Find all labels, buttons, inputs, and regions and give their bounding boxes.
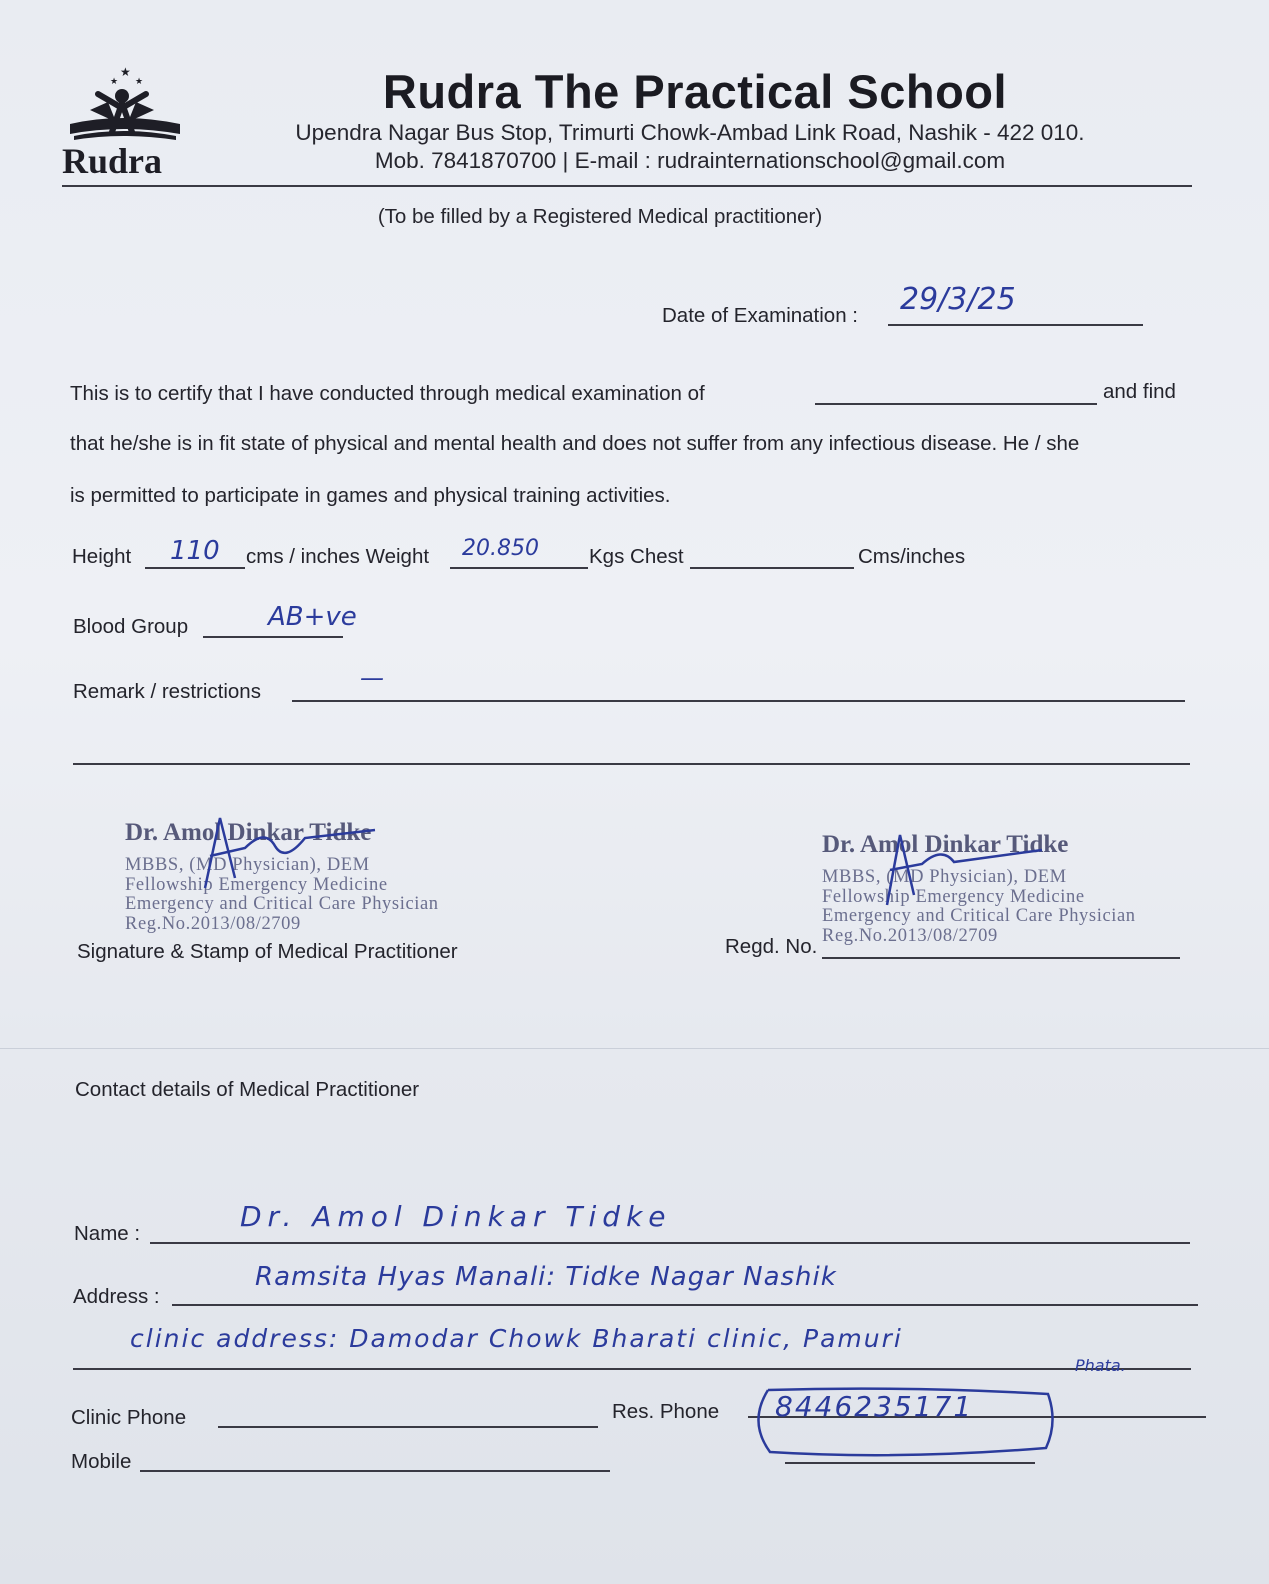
- school-contact: Mob. 7841870700 | E-mail : rudrainternationschool@gmail.com: [374, 148, 1006, 173]
- remark-underline-2[interactable]: [73, 763, 1190, 765]
- cert-line-2: that he/she is in fit state of physical and mental health and does not suffer from any infectious disease. He / she: [70, 432, 1080, 455]
- cert-line-1: This is to certify that I have conducted through medical examination of: [70, 382, 705, 405]
- left-stamp-line-1: MBBS, (MD Physician), DEM: [125, 855, 370, 876]
- remark-label: Remark / restrictions: [73, 680, 261, 703]
- chest-unit: Cms/inches: [858, 545, 966, 568]
- right-stamp-line-1: MBBS, (MD Physician), DEM: [822, 867, 1067, 888]
- signature-label: Signature & Stamp of Medical Practitioner: [77, 940, 458, 963]
- address-label: Address :: [73, 1285, 160, 1308]
- right-stamp-name: Dr. Amol Dinkar Tidke: [822, 831, 1069, 858]
- height-value[interactable]: 110: [170, 536, 220, 566]
- address-value-2[interactable]: clinic address: Damodar Chowk Bharati clinic, Pamuri: [130, 1324, 903, 1353]
- svg-text:★: ★: [120, 65, 131, 79]
- remark-underline-1[interactable]: [292, 700, 1185, 702]
- student-name-underline[interactable]: [815, 403, 1097, 405]
- regd-underline[interactable]: [822, 957, 1180, 959]
- blood-group-label: Blood Group: [73, 615, 189, 638]
- remark-value[interactable]: —: [360, 664, 384, 692]
- right-signature-scribble: [862, 820, 1062, 910]
- paper-fold: [0, 1048, 1269, 1049]
- height-label: Height: [72, 545, 132, 568]
- res-phone-label: Res. Phone: [612, 1400, 720, 1423]
- chest-underline[interactable]: [690, 567, 854, 569]
- clinic-phone-label: Clinic Phone: [71, 1406, 187, 1429]
- contact-heading: Contact details of Medical Practitioner: [75, 1078, 420, 1101]
- address-value-1[interactable]: Ramsita Hyas Manali: Tidke Nagar Nashik: [255, 1262, 837, 1292]
- left-signature-scribble: [175, 808, 395, 898]
- address-value-3[interactable]: Phata.: [1075, 1356, 1126, 1375]
- right-stamp-line-3: Emergency and Critical Care Physician: [822, 906, 1136, 927]
- blood-group-value[interactable]: AB+ve: [268, 602, 357, 632]
- mobile-underline[interactable]: [140, 1470, 610, 1472]
- weight-unit-chest-label: Kgs Chest: [589, 545, 684, 568]
- height-underline: [145, 567, 245, 569]
- address-underline-2: [73, 1368, 1191, 1370]
- date-value[interactable]: 29/3/25: [900, 282, 1016, 317]
- mobile-label: Mobile: [71, 1450, 132, 1473]
- school-address: Upendra Nagar Bus Stop, Trimurti Chowk-Ambad Link Road, Nashik - 422 010.: [295, 120, 1085, 145]
- weight-underline: [450, 567, 588, 569]
- regd-label: Regd. No.: [725, 935, 818, 958]
- weight-value[interactable]: 20.850: [462, 536, 539, 561]
- date-underline: [888, 324, 1143, 326]
- form-subtitle: (To be filled by a Registered Medical practitioner): [377, 205, 823, 228]
- svg-text:★: ★: [110, 76, 119, 86]
- cert-line-3: is permitted to participate in games and physical training activities.: [70, 484, 671, 507]
- left-stamp-line-3: Emergency and Critical Care Physician: [125, 894, 439, 915]
- blood-group-underline: [203, 636, 343, 638]
- date-label: Date of Examination :: [662, 304, 858, 327]
- right-stamp-line-2: Fellowship Emergency Medicine: [822, 886, 1085, 907]
- header-divider: [62, 185, 1192, 187]
- left-stamp-line-4: Reg.No.2013/08/2709: [125, 913, 301, 934]
- left-stamp-name: Dr. Amol Dinkar Tidke: [125, 819, 372, 846]
- height-unit-weight-label: cms / inches Weight: [246, 545, 430, 568]
- clinic-phone-underline[interactable]: [218, 1426, 598, 1428]
- left-stamp-line-2: Fellowship Emergency Medicine: [125, 874, 388, 895]
- school-name: Rudra The Practical School: [382, 65, 1008, 118]
- name-underline: [150, 1242, 1190, 1244]
- name-value[interactable]: Dr. Amol Dinkar Tidke: [240, 1200, 672, 1233]
- res-phone-value[interactable]: 8446235171: [775, 1390, 974, 1423]
- name-label: Name :: [74, 1222, 141, 1245]
- address-underline-1: [172, 1304, 1198, 1306]
- right-stamp-line-4: Reg.No.2013/08/2709: [822, 925, 998, 946]
- svg-text:★: ★: [135, 76, 144, 86]
- logo-text: Rudra: [62, 141, 163, 181]
- cert-line-1-suffix: and find: [1103, 380, 1176, 403]
- res-phone-underline-2: [785, 1462, 1035, 1464]
